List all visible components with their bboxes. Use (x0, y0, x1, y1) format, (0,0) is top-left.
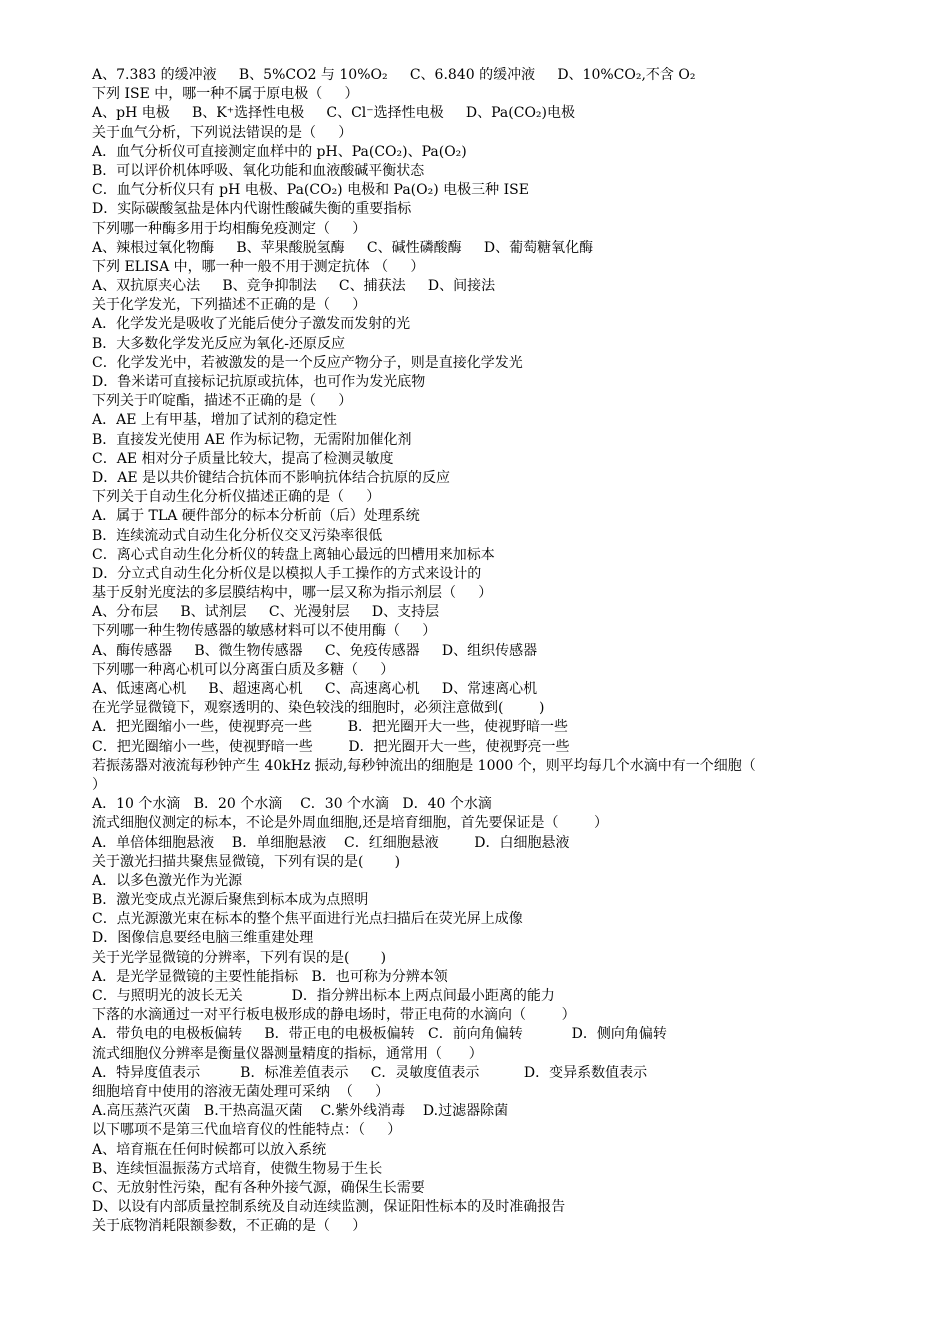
text-line: B．连续流动式自动生化分析仪交叉污染率很低 (92, 527, 383, 544)
text-line: 细胞培育中使用的溶液无菌处理可采纳 （ ） (92, 1083, 390, 1100)
text-line: A．特异度值表示 B．标准差值表示 C．灵敏度值表示 D．变异系数值表示 (92, 1064, 648, 1081)
text-line: 关于光学显微镜的分辨率，下列有误的是( ) (92, 949, 387, 966)
text-line: C、无放射性污染，配有各种外接气源，确保生长需要 (92, 1179, 425, 1196)
text-line: 下列哪一种酶多用于均相酶免疫测定（ ） (92, 220, 367, 237)
text-line: 下列哪一种生物传感器的敏感材料可以不使用酶（ ） (92, 623, 437, 640)
text-line: A、酶传感器 B、微生物传感器 C、免疫传感器 D、组织传感器 (92, 642, 538, 659)
text-line: A.高压蒸汽灭菌 B.干热高温灭菌 C.紫外线消毒 D.过滤器除菌 (92, 1103, 509, 1120)
text-line: C．化学发光中，若被激发的是一个反应产物分子，则是直接化学发光 (92, 354, 523, 371)
text-line: A．带负电的电极板偏转 B．带正电的电极板偏转 C．前向角偏转 D．侧向角偏转 (92, 1026, 667, 1043)
text-line: A、分布层 B、试剂层 C、光漫射层 D、支持层 (92, 604, 440, 621)
text-line: C．血气分析仪只有 pH 电极、Pa(CO₂) 电极和 Pa(O₂) 电极三种 ISE (92, 182, 529, 199)
text-line: A、培育瓶在任何时候都可以放入系统 (92, 1141, 327, 1158)
text-line: D．AE 是以共价键结合抗体而不影响抗体结合抗原的反应 (92, 469, 451, 486)
text-line: 下列 ELISA 中，哪一种一般不用于测定抗体 （ ） (92, 258, 425, 275)
text-line: C．与照明光的波长无关 D．指分辨出标本上两点间最小距离的能力 (92, 988, 555, 1004)
text-line: 关于底物消耗限额参数，不正确的是（ ） (92, 1218, 367, 1235)
text-line: B、连续恒温振荡方式培育，使微生物易于生长 (92, 1160, 383, 1177)
text-line: 流式细胞仪分辨率是衡量仪器测量精度的指标，通常用（ ） (92, 1045, 483, 1062)
text-line: 下列关于自动生化分析仪描述正确的是（ ） (92, 489, 381, 506)
text-line: 下落的水滴通过一对平行板电极形成的静电场时，带正电荷的水滴向（ ） (92, 1007, 576, 1024)
text-line: 关于激光扫描共聚焦显微镜，下列有误的是( ) (92, 853, 401, 870)
question-list (92, 66, 910, 1236)
text-line: A．属于 TLA 硬件部分的标本分析前（后）处理系统 (92, 508, 420, 525)
text-line: 下列 ISE 中，哪一种不属于原电极（ ） (92, 86, 359, 103)
text-line: A．单倍体细胞悬液 B．单细胞悬液 C．红细胞悬液 D．白细胞悬液 (92, 834, 570, 851)
text-line: A．血气分析仪可直接测定血样中的 pH、Pa(CO₂)、Pa(O₂) (92, 143, 467, 160)
text-line: 流式细胞仪测定的标本，不论是外周血细胞,还是培育细胞，首先要保证是（ ） (92, 815, 609, 832)
text-line: 关于血气分析，下列说法错误的是（ ） (92, 124, 353, 141)
text-line: 下列哪一种离心机可以分离蛋白质及多糖（ ） (92, 661, 395, 678)
text-line: A．化学发光是吸收了光能后使分子激发而发射的光 (92, 316, 411, 333)
text-line: C．AE 相对分子质量比较大，提高了检测灵敏度 (92, 450, 394, 467)
text-line: C．点光源激光束在标本的整个焦平面进行光点扫描后在荧光屏上成像 (92, 911, 523, 928)
text-line: 下列关于吖啶酯，描述不正确的是（ ） (92, 393, 353, 410)
text-line: 以下哪项不是第三代血培育仪的性能特点：（ ） (92, 1122, 402, 1139)
text-line: A．10 个水滴 B．20 个水滴 C．30 个水滴 D．40 个水滴 (92, 796, 492, 813)
text-line: C．把光圈缩小一些，使视野暗一些 D．把光圈开大一些，使视野亮一些 (92, 738, 570, 755)
text-line: A、pH 电极 B、K⁺选择性电极 C、Cl⁻选择性电极 D、Pa(CO₂)电极 (92, 105, 575, 122)
text-line: A、7.383 的缓冲液 B、5%CO2 与 10%O₂ C、6.840 的缓冲液 D、10%CO₂,不含 O₂ (92, 67, 696, 83)
text-line: ） (92, 776, 106, 793)
text-line: A．以多色激光作为光源 (92, 872, 243, 889)
text-line: D．鲁米诺可直接标记抗原或抗体，也可作为发光底物 (92, 374, 426, 390)
text-line: D．图像信息要经电脑三维重建处理 (92, 930, 314, 947)
text-line: D、以设有内部质量控制系统及自动连续监测，保证阳性标本的及时准确报告 (92, 1199, 566, 1216)
text-line: B．激光变成点光源后聚焦到标本成为点照明 (92, 892, 369, 909)
text-line: 若振荡器对液流每秒钟产生 40kHz 振动,每秒钟流出的细胞是 1000 个，则平均每几个水滴中有一个细胞（ (92, 757, 756, 774)
text-line: A．是光学显微镜的主要性能指标 B．也可称为分辨本领 (92, 968, 448, 985)
text-line: C．离心式自动生化分析仪的转盘上离轴心最远的凹槽用来加标本 (92, 546, 495, 563)
text-line: 在光学显微镜下，观察透明的、染色较浅的细胞时，必须注意做到( ) (92, 700, 545, 717)
text-line: 关于化学发光，下列描述不正确的是（ ） (92, 297, 367, 314)
text-line: A、辣根过氧化物酶 B、苹果酸脱氢酶 C、碱性磷酸酶 D、葡萄糖氧化酶 (92, 239, 594, 256)
text-line: B．可以评价机体呼吸、氧化功能和血液酸碱平衡状态 (92, 162, 425, 179)
text-line: D．分立式自动生化分析仪是以模拟人手工操作的方式来设计的 (92, 565, 482, 582)
text-line: D．实际碳酸氢盐是体内代谢性酸碱失衡的重要指标 (92, 201, 412, 218)
text-line: A、双抗原夹心法 B、竞争抑制法 C、捕获法 D、间接法 (92, 278, 496, 295)
text-line: B．大多数化学发光反应为氧化-还原反应 (92, 335, 346, 352)
text-line: A．AE 上有甲基，增加了试剂的稳定性 (92, 412, 337, 429)
text-line: A、低速离心机 B、超速离心机 C、高速离心机 D、常速离心机 (92, 681, 538, 697)
text-line: A．把光圈缩小一些，使视野亮一些 B．把光圈开大一些，使视野暗一些 (92, 719, 568, 736)
text-line: B．直接发光使用 AE 作为标记物，无需附加催化剂 (92, 431, 412, 448)
text-line: 基于反射光度法的多层膜结构中，哪一层又称为指示剂层（ ） (92, 585, 493, 602)
